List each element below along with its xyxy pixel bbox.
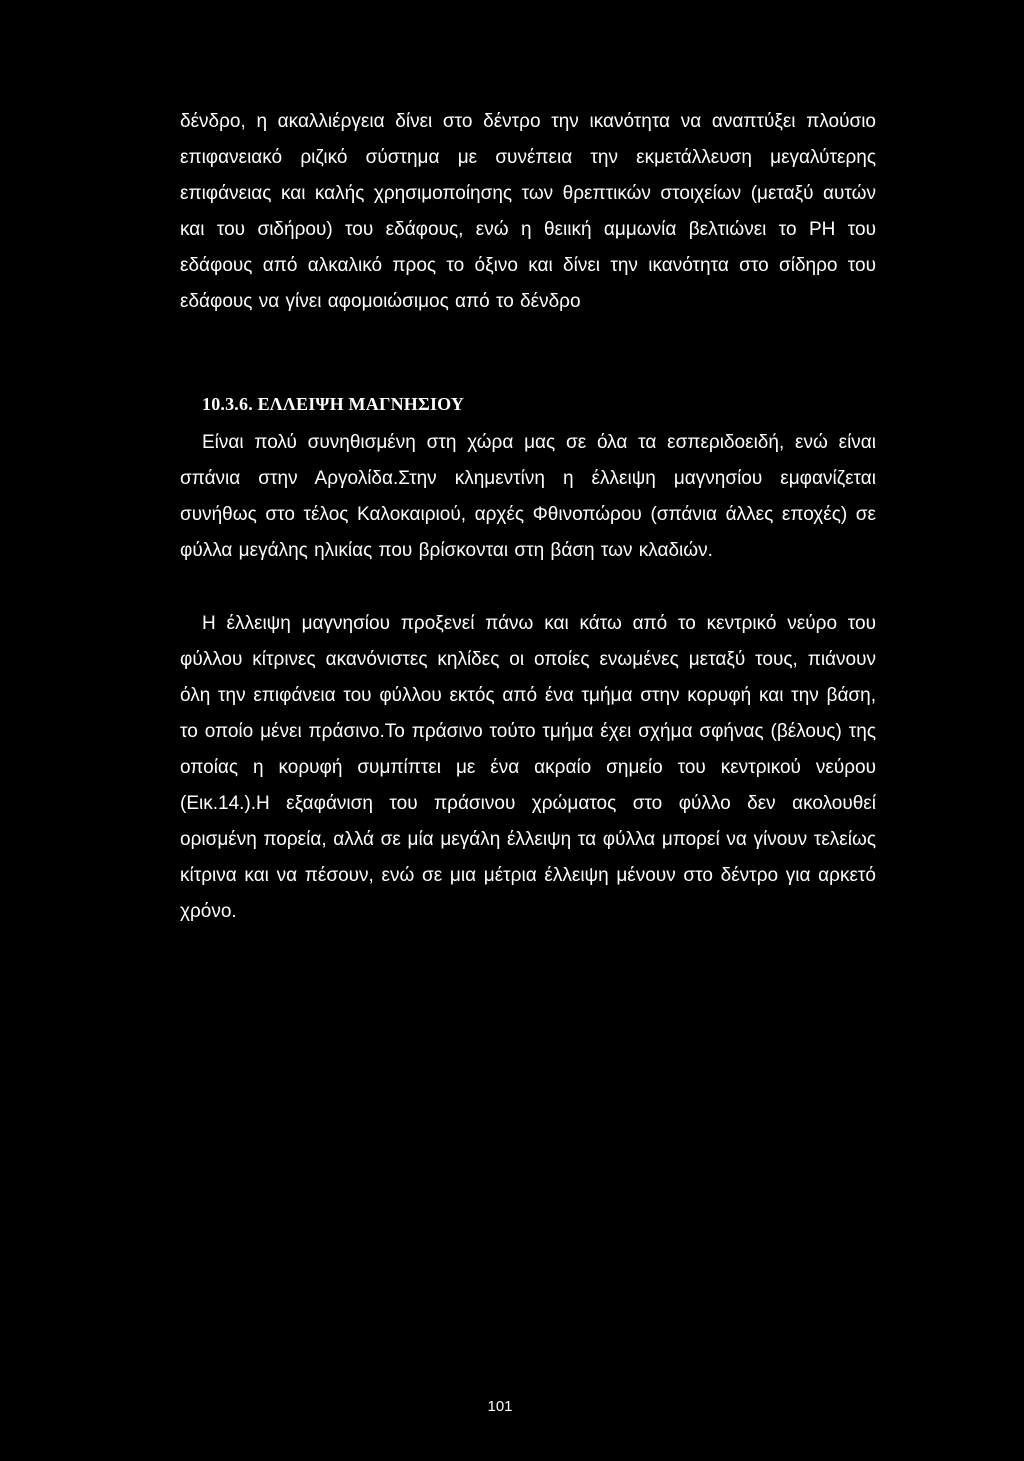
body-paragraph-intro: Είναι πολύ συνηθισμένη στη χώρα μας σε όλα τα εσπεριδοειδή, ενώ είναι σπάνια στην Αργολίδα.Στην κλημεντίνη η έλλειψη μαγνησίου εμφανίζεται συνήθως στο τέλος Καλοκαιριού, αρχές Φθινοπώρου (σπάνια άλλες εποχές) σε φύλλα μεγάλης ηλικίας που βρίσκονται στη βάση των κλαδιών.	[180, 432, 876, 561]
body-paragraph-symptoms: Η έλλειψη μαγνησίου προξενεί πάνω και κάτω από το κεντρικό νεύρο του φύλλου κίτρινες ακανόνιστες κηλίδες οι οποίες ενωμένες μεταξύ τους, πιάνουν όλη την επιφάνεια του φύλλου εκτός από ένα τμήμα στην κορυφή και την βάση, το οποίο μένει πράσινο.Το πράσινο τούτο τμήμα έχει σχήμα σφήνας (βέλους) της οποίας η κορυφή συμπίπτει με ένα ακραίο σημείο του κεντρικού νεύρου (Εικ.14.).Η εξαφάνιση του πράσινου χρώματος στο φύλλο δεν ακολουθεί ορισμένη πορεία, αλλά σε μία μεγάλη έλλειψη τα φύλλα μπορεί να γίνουν τελείως κίτρινα και να πέσουν, ενώ σε μια μέτρια έλλειψη μένουν στο δέντρο για αρκετό χρόνο.	[180, 613, 876, 922]
page-number: 101	[487, 1398, 513, 1415]
body-paragraph-continuation: δένδρο, η ακαλλιέργεια δίνει στο δέντρο την ικανότητα να αναπτύξει πλούσιο επιφανειακό ριζικό σύστημα με συνέπεια την εκμετάλλευση μεγαλύτερης επιφάνειας και καλής χρησιμοποίησης των θρεπτικών στοιχείων (μεταξύ αυτών και του σιδήρου) του εδάφους, ενώ η θειική αμμωνία βελτιώνει το PH του εδάφους από αλκαλικό προς το όξινο και δίνει την ικανότητα στο σίδηρο του εδάφους να γίνει αφομοιώσιμος από το δένδρο	[180, 111, 876, 312]
section-heading: 10.3.6. ΕΛΛΕΙΨΗ ΜΑΓΝΗΣΙΟΥ	[202, 394, 465, 414]
